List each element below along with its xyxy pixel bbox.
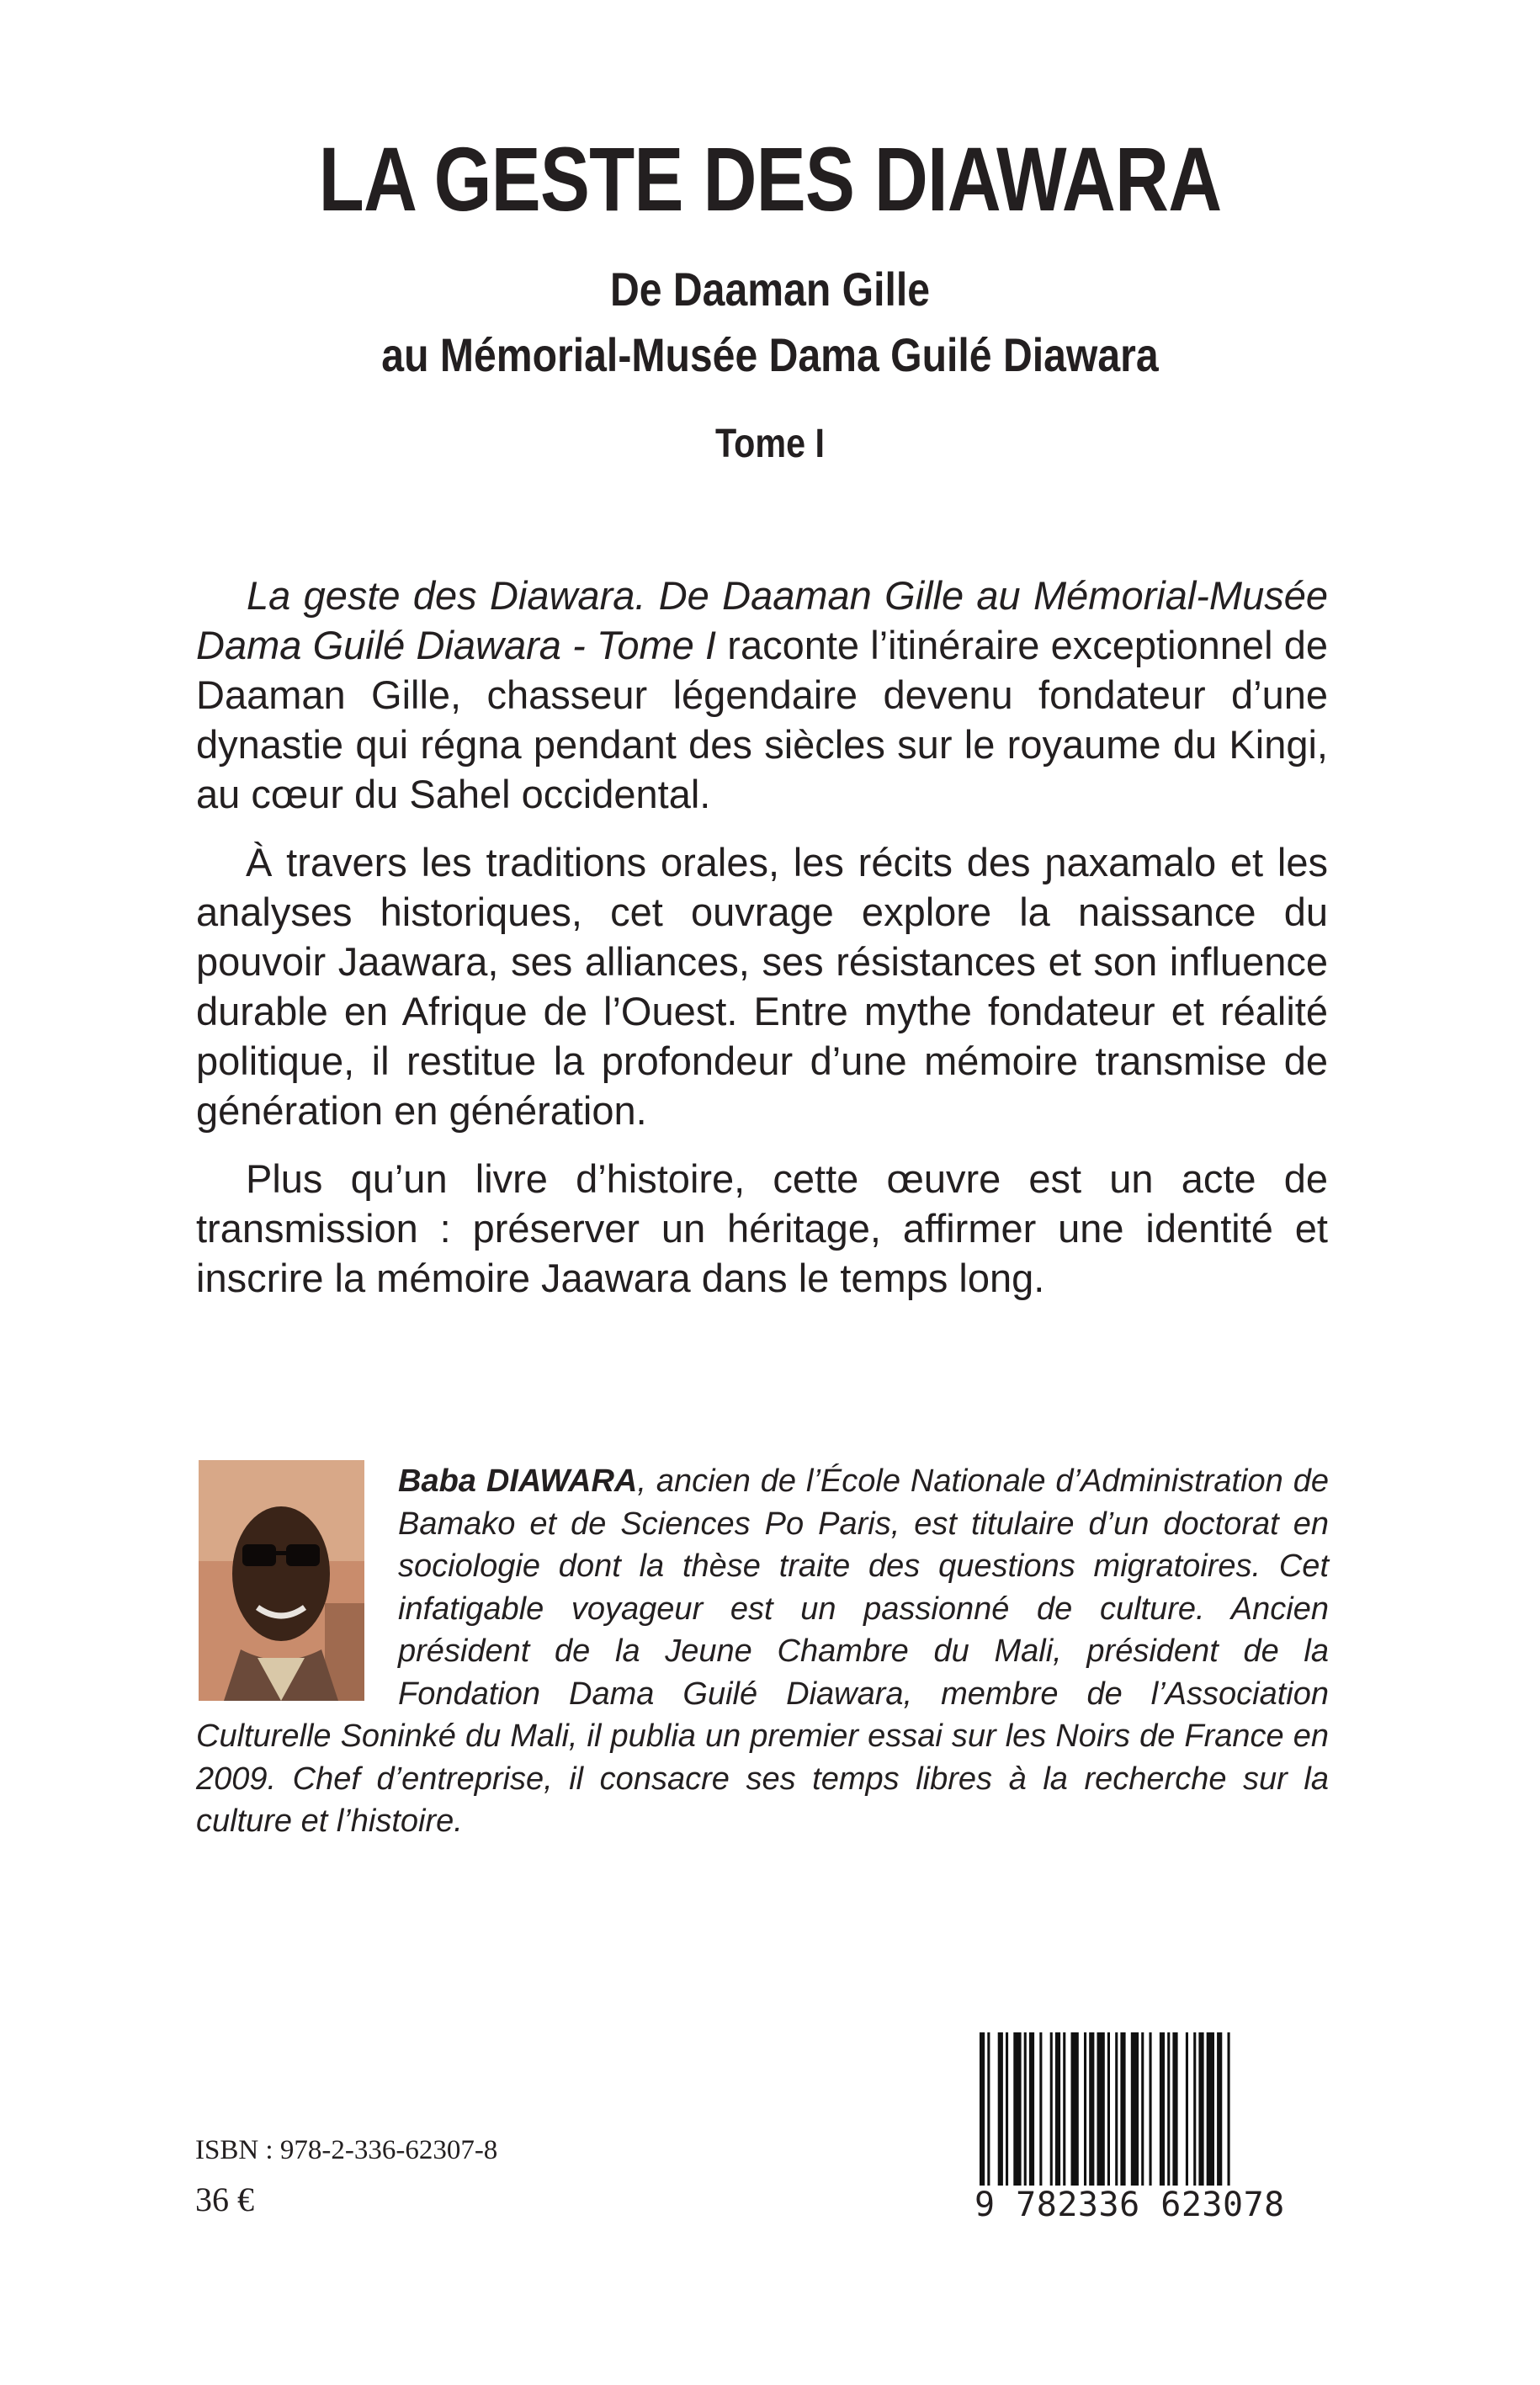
photo-spacer xyxy=(196,1460,398,1713)
book-title: LA GESTE DES DIAWARA xyxy=(318,128,1222,230)
summary-p1-text: raconte l’itinéraire exceptionnel de Daaman Gille, chasseur légendaire devenu fondateur d’une dynastie qui régna pendant des siècles sur le royaume du Kingi, au cœur du Sahel occidental. xyxy=(196,623,1329,816)
author-name: Baba DIAWARA xyxy=(398,1463,638,1499)
summary-paragraph-3: Plus qu’un livre d’histoire, cette œuvre est un acte de transmission : préserver un héritage, affirmer une identité et inscrire la mémoire Jaawara dans le temps long. xyxy=(196,1156,1328,1300)
book-summary xyxy=(196,571,1328,1321)
author-bio-text: , ancien de l’École Nationale d’Administration de Bamako et de Sciences Po Paris, est titulaire d’un doctorat en sociologie dont la thèse traite des questions migratoires. Cet infatigable voyageur est un passionné de culture. Ancien président de la Jeune Chambre du Mali, président de la Fondation Dama Guilé Diawara, membre de l’Association Culturelle Soninké du Mali, il publia un premier essai sur les Noirs de France en 2009. Chef d’entreprise, il consacre ses temps libres à la recherche sur la culture et l’histoire. xyxy=(196,1463,1329,1839)
subtitle-line-1: De Daaman Gille xyxy=(609,263,931,316)
barcode-digits: 9 782336 623078 xyxy=(974,2186,1325,2224)
summary-paragraph-2: À travers les traditions orales, les récits des ɲaxamalo et les analyses historiques, cet ouvrage explore la naissance du pouvoir Jaawara, ses alliances, ses résistances et son influence durable en Afrique de l’Ouest. Entre mythe fondateur et réalité politique, il restitue la profondeur d’une mémoire transmise de génération en génération. xyxy=(196,840,1328,1133)
summary-title-italic: La geste des Diawara. De Daaman Gille au Mémorial-Musée Dama Guilé Diawara - Tome I xyxy=(196,573,1328,667)
author-bio xyxy=(196,1460,1329,1843)
price-label: 36 € xyxy=(195,2180,254,2218)
summary-paragraph-1 xyxy=(196,571,1328,819)
volume-label: Tome I xyxy=(715,422,825,466)
isbn-label: ISBN : 978-2-336-62307-8 xyxy=(195,2135,498,2165)
book-subtitle xyxy=(108,257,1432,388)
subtitle-line-2: au Mémorial-Musée Dama Guilé Diawara xyxy=(381,328,1159,381)
